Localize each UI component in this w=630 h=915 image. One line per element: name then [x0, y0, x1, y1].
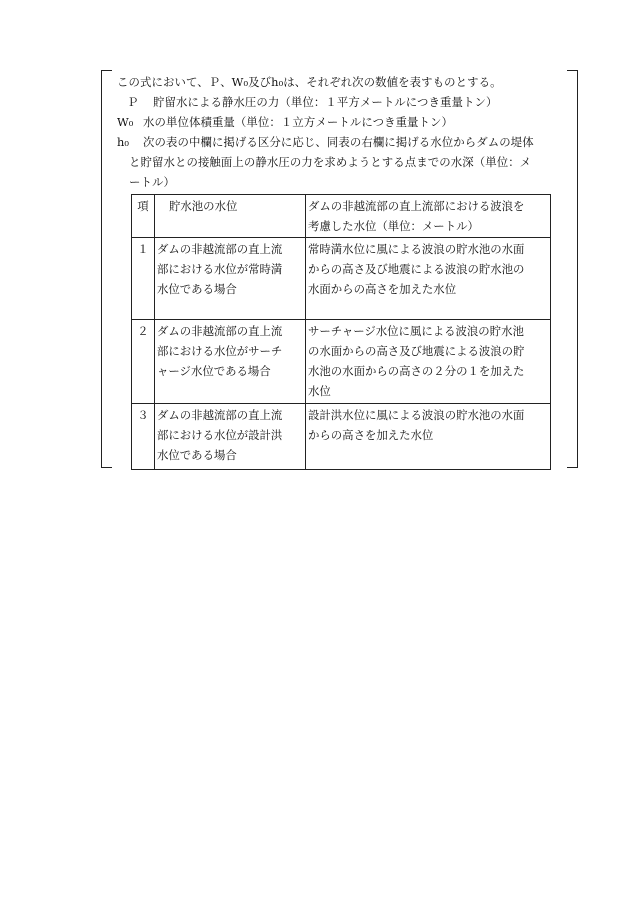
row-number: ２ [132, 320, 155, 404]
definition-p [117, 92, 572, 112]
definition-h0-line-3: ートル） [129, 175, 175, 189]
row-wave-level: 常時満水位に風による波浪の貯水池の水面 からの高さ及び地震による波浪の貯水池の 水面からの高さを加えた水位 [306, 238, 551, 320]
row-number: ３ [132, 404, 155, 470]
header-wave-level: ダムの非越流部の直上流部における波浪を 考慮した水位（単位：メートル） [306, 195, 551, 238]
row-number: １ [132, 238, 155, 320]
table-header-row [132, 195, 551, 238]
definition-w0 [117, 112, 572, 132]
table-row [132, 404, 551, 470]
left-bracket [101, 70, 112, 468]
definition-w0-text: 水の単位体積重量（単位：１立方メートルにつき重量トン） [143, 115, 454, 129]
definition-block [117, 72, 572, 192]
row-wave-level: サーチャージ水位に風による波浪の貯水池 の水面からの高さ及び地震による波浪の貯 水池の水面からの高さの２分の１を加えた 水位 [306, 320, 551, 404]
header-item-no: 項 [132, 195, 155, 238]
bracketed-frame [101, 70, 578, 466]
definition-h0-line-2: と貯留水との接触面上の静水圧の力を求めようとする点までの水深（単位：メ [129, 155, 532, 169]
symbol-h0: h₀ [117, 135, 130, 149]
definition-h0 [117, 132, 572, 152]
symbol-w0: W₀ [117, 115, 134, 129]
header-reservoir-level: 貯水池の水位 [155, 195, 306, 238]
table-row [132, 320, 551, 404]
row-wave-level: 設計洪水位に風による波浪の貯水池の水面 からの高さを加えた水位 [306, 404, 551, 470]
table-row [132, 238, 551, 320]
water-level-table [131, 194, 551, 470]
row-reservoir-level: ダムの非越流部の直上流 部における水位がサーチ ャージ水位である場合 [155, 320, 306, 404]
row-reservoir-level: ダムの非越流部の直上流 部における水位が常時満 水位である場合 [155, 238, 306, 320]
symbol-p: Ｐ [127, 95, 139, 109]
definition-h0-line-1: 次の表の中欄に掲げる区分に応じ、同表の右欄に掲げる水位からダムの堤体 [143, 135, 534, 149]
definition-p-text: 貯留水による静水圧の力（単位：１平方メートルにつき重量トン） [153, 95, 498, 109]
intro-text: この式において、Ｐ、W₀及びh₀は、それぞれ次の数値を表すものとする。 [117, 75, 502, 89]
row-reservoir-level: ダムの非越流部の直上流 部における水位が設計洪 水位である場合 [155, 404, 306, 470]
